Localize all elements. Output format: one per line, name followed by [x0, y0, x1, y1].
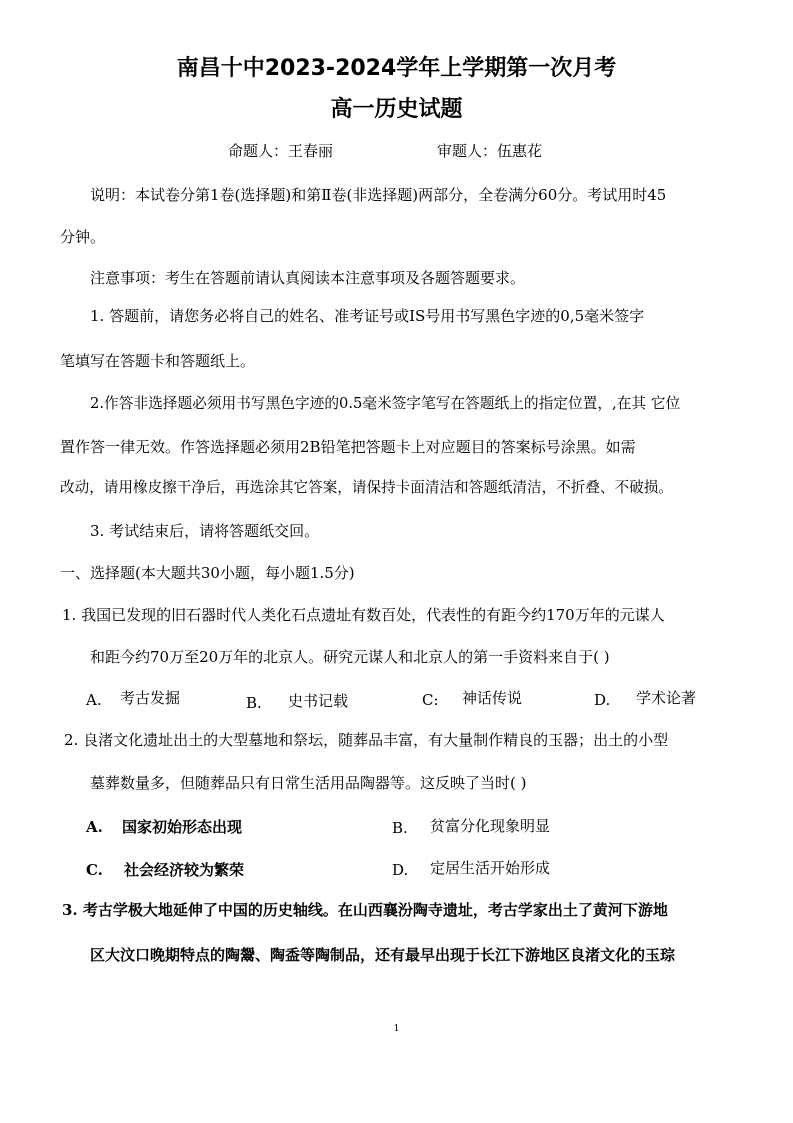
instruction-item1-line1: 1. 答题前，请您务必将自己的姓名、准考证号或IS号用书写黑色字迹的0,5毫米签字 — [90, 307, 645, 325]
q2-option-b-letter: B. — [392, 819, 408, 837]
q1-option-c-text: 神话传说 — [462, 689, 523, 707]
instruction-item2-line1: 2.作答非选择题必须用书写黑色字迹的0.5毫米签字笔写在答题纸上的指定位置，,在其 它位 — [90, 395, 681, 412]
instruction-note-line2: 分钟。 — [60, 228, 106, 246]
instruction-item2-line3: 改动，请用橡皮擦干净后，再选涂其它答案，请保持卡面清洁和答题纸清洁，不折叠、不破损。 — [60, 479, 673, 496]
q1-option-d-text: 学术论著 — [636, 689, 697, 707]
q2-option-c-text: 社会经济较为繁荣 — [124, 861, 245, 879]
reviewer-line: 审题人：伍惠花 — [437, 142, 543, 160]
q2-option-b-text: 贫富分化现象明显 — [430, 817, 551, 835]
question-1-line1: 1. 我国已发现的旧石器时代人类化石点遗址有数百处，代表性的有距今约170万年的元谋人 — [62, 606, 665, 624]
author-line: 命题人：王春丽 — [228, 142, 334, 160]
q2-option-a-letter: A. — [86, 818, 103, 836]
question-1-line2: 和距今约70万至20万年的北京人。研究元谋人和北京人的第一手资料来自于( ) — [90, 648, 610, 666]
instruction-item1-line2: 笔填写在答题卡和答题纸上。 — [60, 352, 256, 370]
q1-option-c-letter: C: — [422, 691, 439, 709]
question-2-line2: 墓葬数量多，但随葬品只有日常生活用品陶器等。这反映了当时( ) — [90, 774, 527, 792]
section-heading: 一、选择题(本大题共30小题，每小题1.5分) — [60, 564, 355, 582]
q1-option-b-text: 史书记载 — [288, 692, 349, 710]
page-number: 1 — [393, 1024, 400, 1034]
question-3-line1: 3. 考古学极大地延伸了中国的历史轴线。在山西襄汾陶寺遗址，考古学家出土了黄河下游地 — [62, 901, 668, 919]
q2-option-c-letter: C. — [86, 861, 103, 879]
q1-option-d-letter: D. — [594, 691, 611, 709]
attention-line: 注意事项：考生在答题前请认真阅读本注意事项及各题答题要求。 — [90, 269, 526, 287]
q2-option-a-text: 国家初始形态出现 — [122, 818, 243, 836]
question-3-line2: 区大汶口晚期特点的陶鬶、陶盉等陶制品，还有最早出现于长江下游地区良渚文化的玉琮 — [90, 946, 676, 964]
q1-option-b-letter: B. — [246, 694, 262, 712]
exam-subtitle: 高一历史试题 — [330, 97, 463, 122]
exam-title: 南昌十中2023-2024学年上学期第一次月考 — [176, 56, 617, 81]
instruction-item3: 3. 考试结束后，请将答题纸交回。 — [90, 522, 320, 540]
q1-option-a-text: 考古发掘 — [120, 689, 181, 707]
question-2-line1: 2. 良渚文化遗址出土的大型墓地和祭坛，随葬品丰富，有大量制作精良的玉器；出土的小型 — [64, 731, 669, 749]
q1-option-a-letter: A. — [86, 691, 102, 709]
q2-option-d-letter: D. — [392, 861, 409, 879]
instruction-item2-line2: 置作答一律无效。作答选择题必须用2B铅笔把答题卡上对应题目的答案标号涂黑。如需 — [60, 438, 636, 456]
q2-option-d-text: 定居生活开始形成 — [430, 859, 551, 877]
instruction-note-line1: 说明：本试卷分第1卷(选择题)和第Ⅱ卷(非选择题)两部分，全卷满分60分。考试用时45 — [90, 186, 667, 204]
